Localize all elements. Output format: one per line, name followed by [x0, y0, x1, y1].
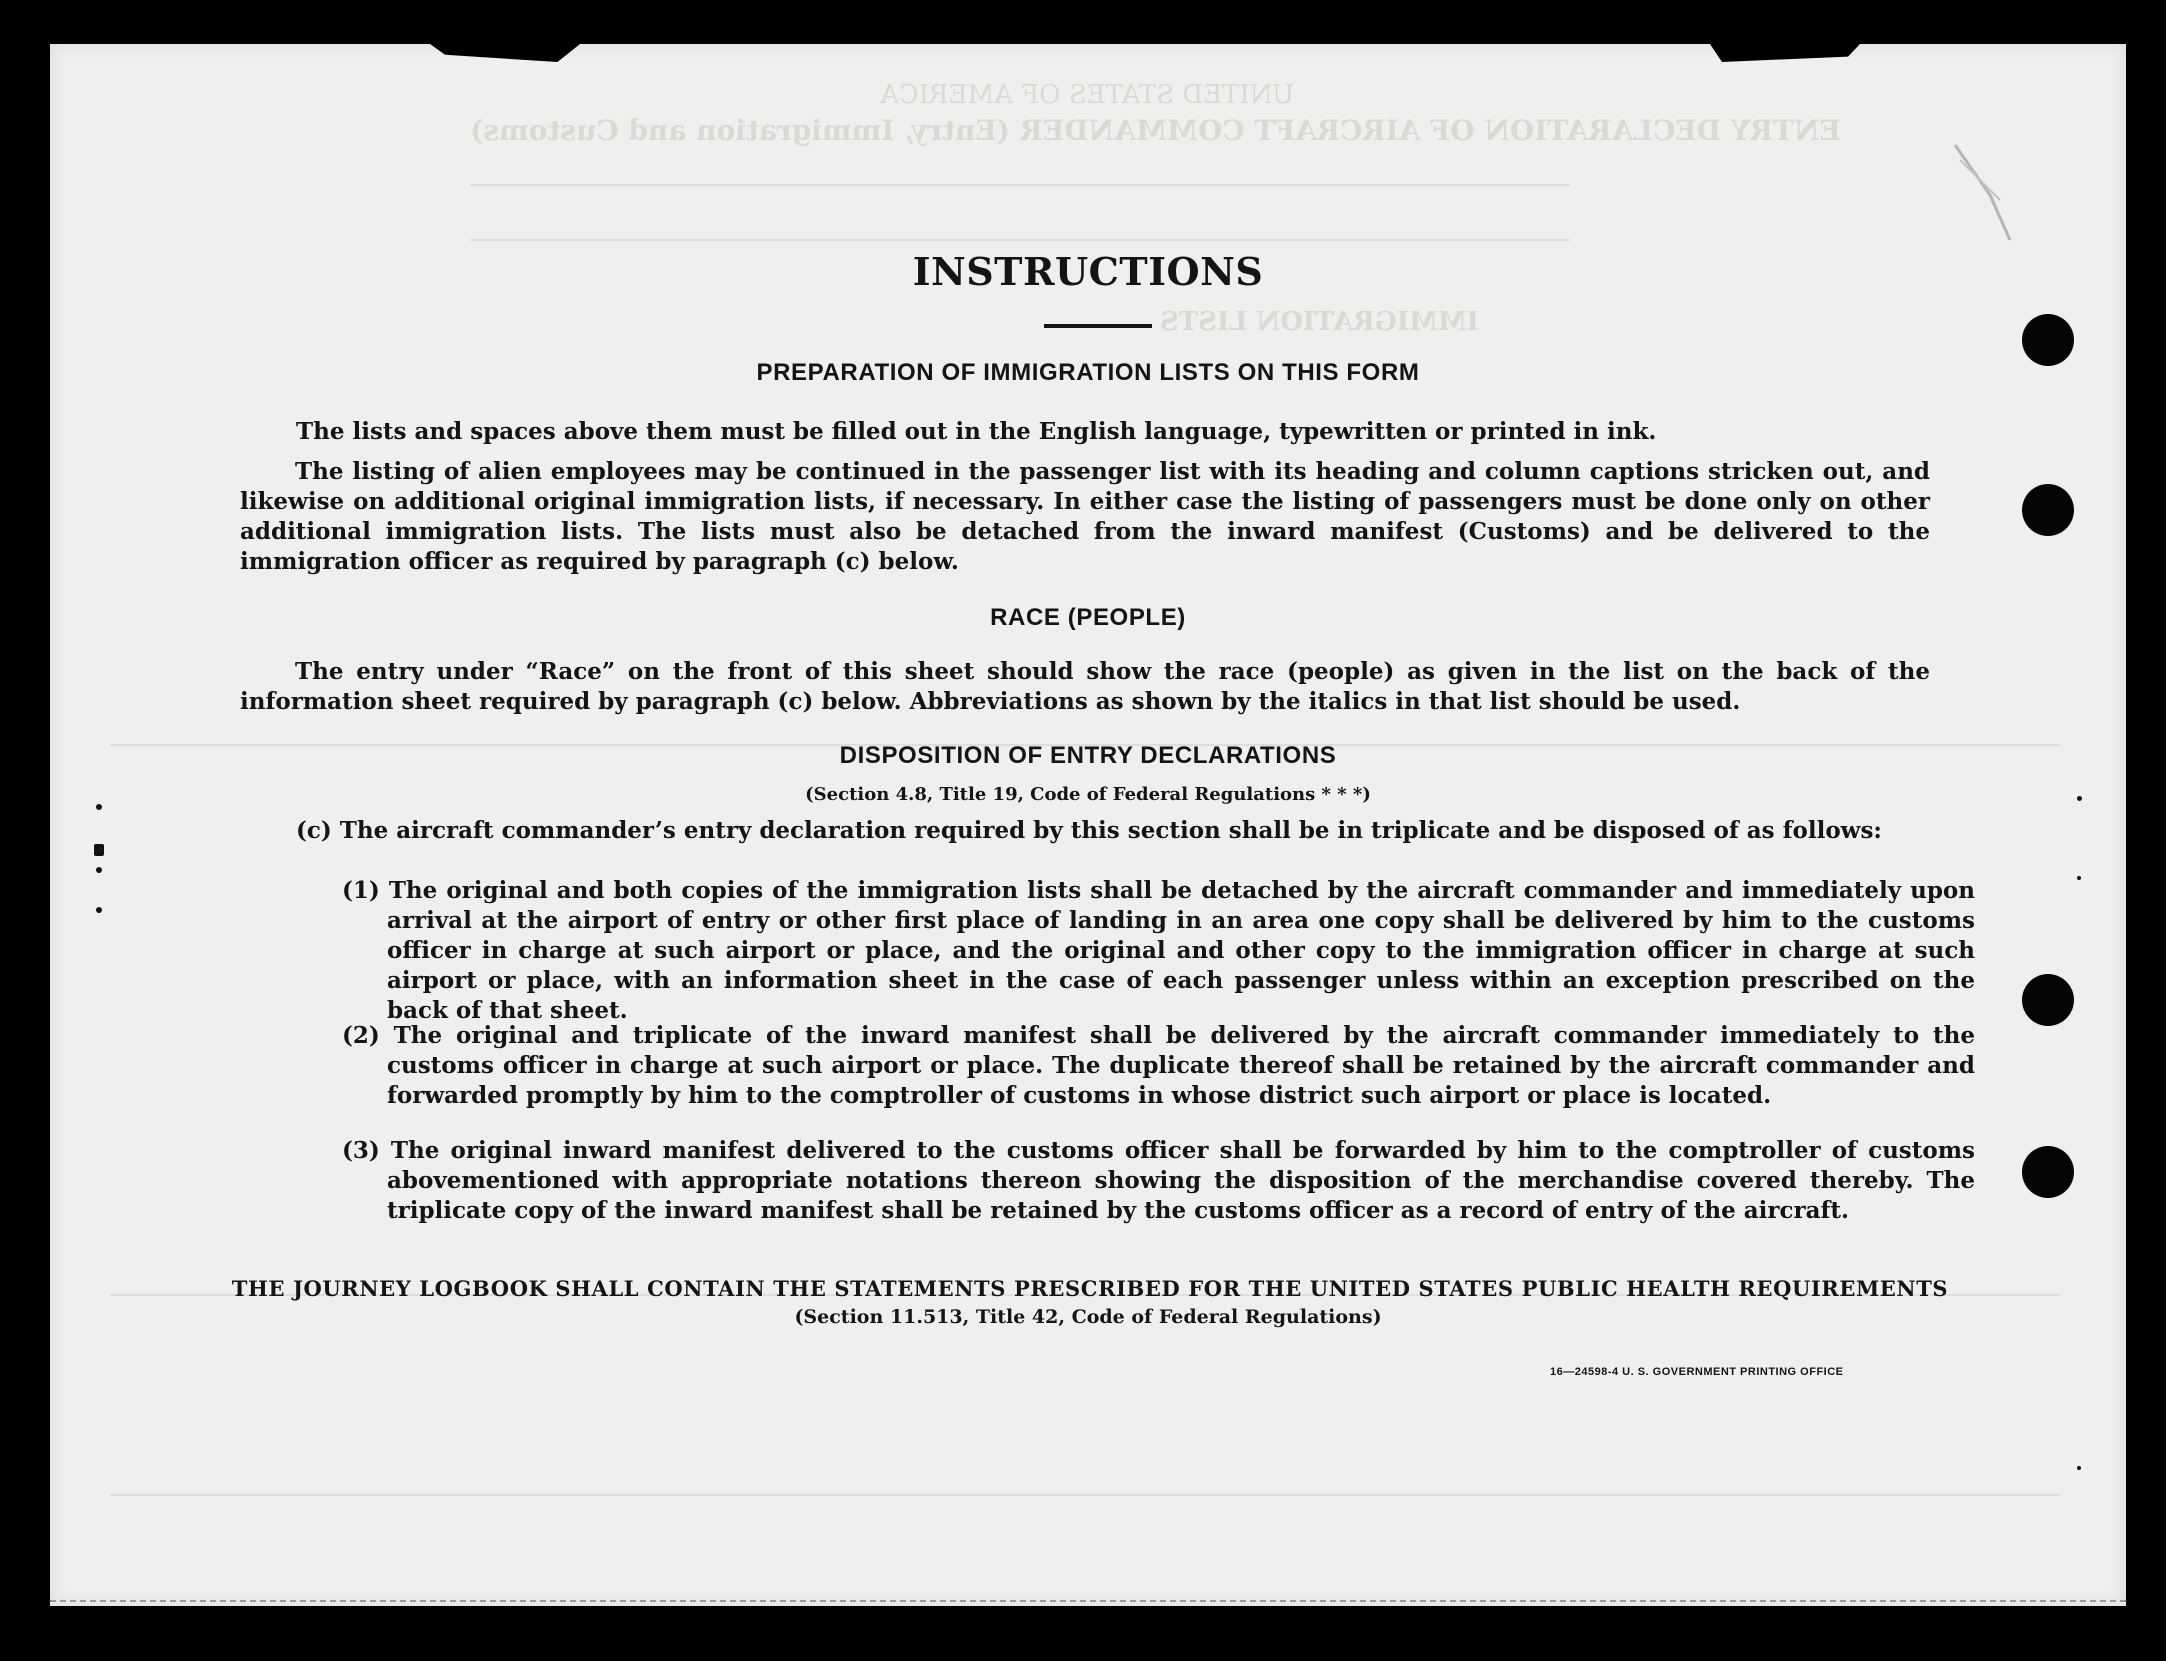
- list-item: (3) The original inward manifest delivered to the customs officer shall be forwarded by him to the comptroller of customs abovementioned with appropriate notations thereon showing the disposition of the merchandise covered thereby. The triplicate copy of the inward manifest shall be retained by the customs officer as a record of entry of the aircraft.: [342, 1137, 1975, 1224]
- paragraph-alien-employees: The listing of alien employees may be continued in the passenger list with its heading and column captions stricken out, and likewise on additional original immigration lists, if necessary. In either case the listing of passengers must be done only on other additional immigration lists. The lists must also be detached from the inward manifest (Customs) and be delivered to the immigration officer as required by paragraph (c) below.: [240, 458, 1930, 575]
- footer-citation: (Section 11.513, Title 42, Code of Federal Regulations): [794, 1306, 1382, 1328]
- section-heading-race: RACE (PEOPLE): [990, 604, 1186, 631]
- bleedthrough-line: UNITED STATES OF AMERICA: [880, 80, 1295, 110]
- footer-health-requirements: THE JOURNEY LOGBOOK SHALL CONTAIN THE STATEMENTS PRESCRIBED FOR THE UNITED STATES PUBLIC HEALTH REQUIREMENTS: [231, 1276, 1949, 1301]
- section-citation: (Section 4.8, Title 19, Code of Federal Regulations * * *): [805, 784, 1371, 805]
- bleedthrough-line: ENTRY DECLARATION OF AIRCRAFT COMMANDER (Entry, Immigration and Customs): [470, 114, 1841, 147]
- title-underline: [1044, 324, 1152, 328]
- list-item: (2) The original and triplicate of the inward manifest shall be delivered by the aircraft commander immediately to the customs officer in charge at such airport or place. The duplicate thereof shall be retained by the aircraft commander and forwarded promptly by him to the comptroller of customs in whose district such airport or place is located.: [342, 1022, 1975, 1109]
- page-title: INSTRUCTIONS: [912, 249, 1264, 294]
- printer-imprint: 16—24598-4 U. S. GOVERNMENT PRINTING OFFICE: [1550, 1366, 1844, 1378]
- section-heading-disposition: DISPOSITION OF ENTRY DECLARATIONS: [839, 742, 1337, 769]
- list-item: (1) The original and both copies of the immigration lists shall be detached by the aircraft commander and immediately upon arrival at the airport of entry or other first place of landing in an area one copy shall be delivered by him to the customs officer in charge at such airport or place, and the original and other copy to the immigration officer in charge at such airport or place, with an information sheet in the case of each passenger unless within an exception prescribed on the back of that sheet.: [342, 877, 1975, 1024]
- section-heading-preparation: PREPARATION OF IMMIGRATION LISTS ON THIS FORM: [756, 359, 1420, 386]
- instructions-content: [50, 44, 2126, 1606]
- paragraph-c-intro: (c) The aircraft commander’s entry declaration required by this section shall be in triplicate and be disposed of as follows:: [296, 817, 1882, 844]
- document-page: [50, 44, 2126, 1606]
- bleedthrough-line: IMMIGRATION LISTS: [1160, 307, 1479, 337]
- paragraph-english-language: The lists and spaces above them must be filled out in the English language, typewritten or printed in ink.: [296, 418, 1657, 445]
- bottom-edge: [50, 1600, 2126, 1602]
- paragraph-race-entry: The entry under “Race” on the front of this sheet should show the race (people) as given in the list on the back of the information sheet required by paragraph (c) below. Abbreviations as shown by the italics in that list should be used.: [240, 658, 1930, 715]
